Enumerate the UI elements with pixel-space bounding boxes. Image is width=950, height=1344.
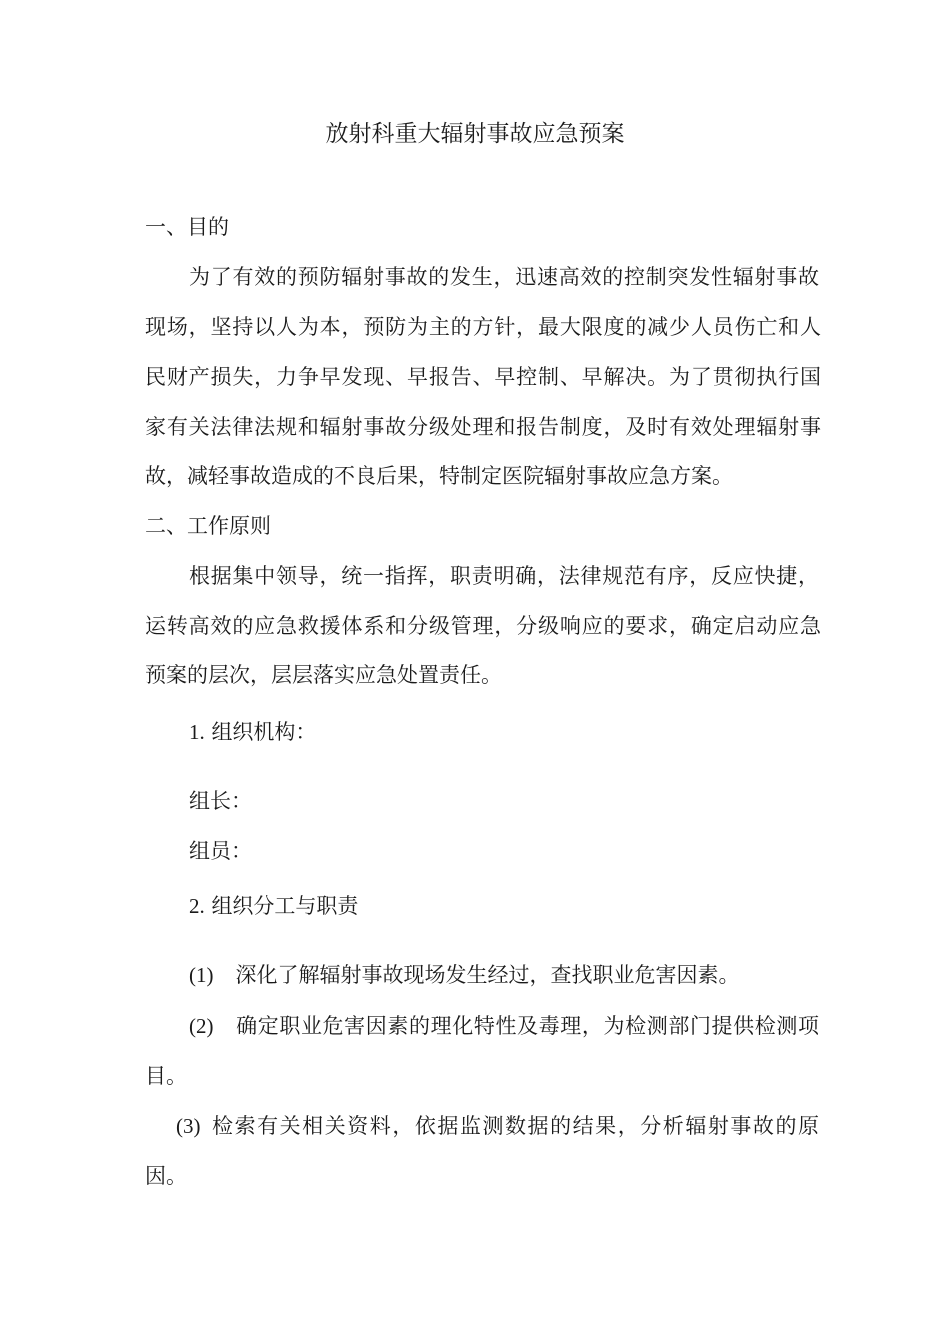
duty-item-continuation: 因。 <box>145 1164 187 1188</box>
paragraph-line: 根据集中领导，统一指挥，职责明确，法律规范有序，反应快捷， <box>189 564 819 588</box>
paragraph-line: 运转高效的应急救援体系和分级管理，分级响应的要求，确定启动应急 <box>145 614 821 638</box>
paragraph-line: 家有关法律法规和辐射事故分级处理和报告制度，及时有效处理辐射事 <box>145 415 821 439</box>
duty-item-number: (2) <box>189 1014 214 1038</box>
org-leader: 组长： <box>189 789 252 813</box>
org-number: 1. <box>189 720 205 744</box>
paragraph-line: 预案的层次，层层落实应急处置责任。 <box>145 663 502 687</box>
section-heading-principles: 二、工作原则 <box>145 514 271 538</box>
org-label: 组织机构： <box>211 720 317 744</box>
paragraph-line: 现场，坚持以人为本，预防为主的方针，最大限度的减少人员伤亡和人 <box>145 315 821 339</box>
duty-item-number: (3) <box>176 1114 201 1138</box>
duty-item <box>189 960 740 990</box>
paragraph-line: 故，减轻事故造成的不良后果，特制定医院辐射事故应急方案。 <box>145 464 733 488</box>
paragraph-line: 民财产损失，力争早发现、早报告、早控制、早解决。为了贯彻执行国 <box>145 365 821 389</box>
org-members: 组员： <box>189 839 252 863</box>
duty-item-continuation: 目。 <box>145 1064 187 1088</box>
duty-item <box>189 1011 819 1041</box>
duty-item-text: 确定职业危害因素的理化特性及毒理，为检测部门提供检测项 <box>235 1014 819 1038</box>
duty-item <box>176 1111 819 1141</box>
duty-item-number: (1) <box>189 963 214 987</box>
duties-label: 组织分工与职责 <box>211 894 359 918</box>
duties-number: 2. <box>189 894 205 918</box>
duty-item-text: 深化了解辐射事故现场发生经过，查找职业危害因素。 <box>235 963 740 987</box>
document-title: 放射科重大辐射事故应急预案 <box>325 121 625 147</box>
paragraph-line: 为了有效的预防辐射事故的发生，迅速高效的控制突发性辐射事故 <box>189 265 819 289</box>
section-heading-purpose: 一、目的 <box>145 215 229 239</box>
org-heading <box>189 717 316 747</box>
duty-item-text: 检索有关相关资料，依据监测数据的结果，分析辐射事故的原 <box>210 1114 819 1138</box>
duties-heading <box>189 891 358 921</box>
